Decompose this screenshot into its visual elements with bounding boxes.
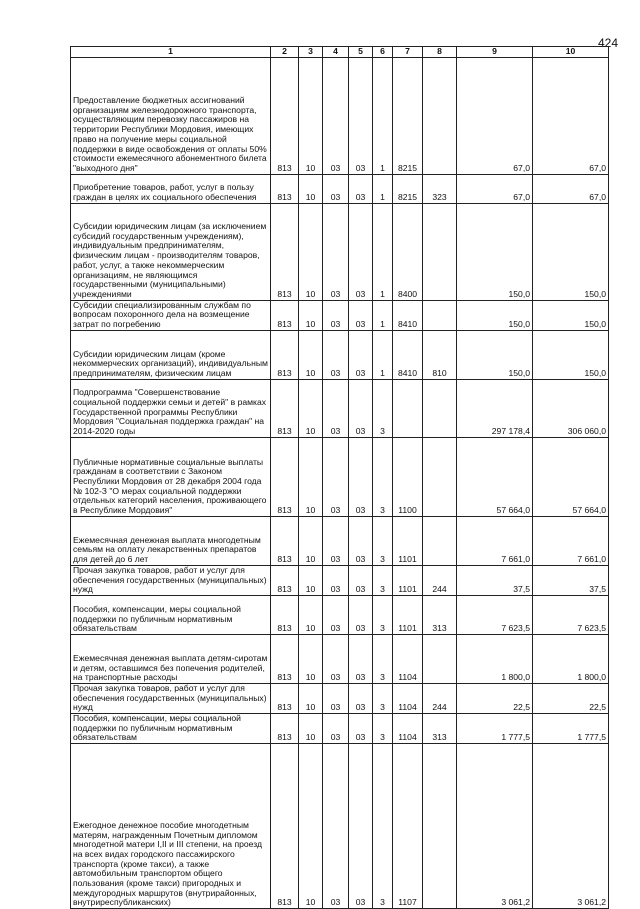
cell-code-2: 813 [271, 683, 299, 713]
cell-code-5: 03 [349, 595, 373, 634]
row-description: Пособия, компенсации, меры социальной поддержки по публичным нормативным обязательствам [71, 714, 271, 744]
cell-code-4: 03 [323, 174, 349, 203]
table-row [71, 437, 609, 516]
cell-code-3: 10 [299, 744, 323, 909]
cell-code-7: 1104 [393, 634, 423, 683]
cell-code-5: 03 [349, 744, 373, 909]
cell-code-5: 03 [349, 57, 373, 174]
cell-code-3: 10 [299, 437, 323, 516]
cell-code-8 [423, 437, 457, 516]
cell-code-4: 03 [323, 330, 349, 379]
cell-amount-9: 3 061,2 [457, 744, 533, 909]
row-description: Приобретение товаров, работ, услуг в пользу граждан в целях их социального обеспечения [71, 174, 271, 203]
cell-code-2: 813 [271, 437, 299, 516]
row-description: Прочая закупка товаров, работ и услуг для обеспечения государственных (муниципальных) нужд [71, 565, 271, 595]
column-header: 7 [393, 47, 423, 58]
cell-code-2: 813 [271, 57, 299, 174]
cell-code-4: 03 [323, 565, 349, 595]
cell-amount-10: 3 061,2 [533, 744, 609, 909]
cell-code-2: 813 [271, 595, 299, 634]
cell-code-8: 810 [423, 330, 457, 379]
row-description: Субсидии юридическим лицам (кроме некоммерческих организаций), индивидуальным предпринимателям, физическим лицам [71, 330, 271, 379]
cell-code-4: 03 [323, 437, 349, 516]
cell-amount-10: 150,0 [533, 330, 609, 379]
cell-code-5: 03 [349, 437, 373, 516]
row-description: Субсидии специализированным службам по вопросам похоронного дела на возмещение затрат по погребению [71, 300, 271, 330]
column-header: 9 [457, 47, 533, 58]
cell-code-3: 10 [299, 174, 323, 203]
cell-amount-10: 306 060,0 [533, 379, 609, 437]
cell-code-8 [423, 634, 457, 683]
cell-code-3: 10 [299, 203, 323, 300]
cell-code-6: 3 [373, 634, 393, 683]
cell-code-6: 3 [373, 516, 393, 565]
cell-code-7: 8215 [393, 57, 423, 174]
cell-code-2: 813 [271, 714, 299, 744]
cell-code-4: 03 [323, 203, 349, 300]
cell-code-2: 813 [271, 744, 299, 909]
cell-code-4: 03 [323, 714, 349, 744]
cell-amount-10: 1 777,5 [533, 714, 609, 744]
row-description: Предоставление бюджетных ассигнований организациям железнодорожного транспорта, осуществляющим перевозку пассажиров на территории Республики Мордовия, имеющих право на получение меры социальной поддержки в виде освобождения от оплаты 50% стоимости ежемесячного абонементного билета "выходного дня" [71, 57, 271, 174]
cell-code-5: 03 [349, 683, 373, 713]
cell-code-8 [423, 203, 457, 300]
cell-code-8 [423, 300, 457, 330]
cell-code-4: 03 [323, 595, 349, 634]
cell-code-5: 03 [349, 634, 373, 683]
cell-code-2: 813 [271, 634, 299, 683]
cell-amount-9: 22,5 [457, 683, 533, 713]
cell-code-6: 1 [373, 300, 393, 330]
table-row [71, 595, 609, 634]
cell-code-5: 03 [349, 174, 373, 203]
header-row [71, 47, 609, 58]
column-header: 1 [71, 47, 271, 58]
row-description: Ежемесячная денежная выплата многодетным семьям на оплату лекарственных препаратов для детей до 6 лет [71, 516, 271, 565]
cell-code-6: 1 [373, 57, 393, 174]
row-description: Прочая закупка товаров, работ и услуг для обеспечения государственных (муниципальных) нужд [71, 683, 271, 713]
cell-code-8: 244 [423, 683, 457, 713]
cell-code-7: 1100 [393, 437, 423, 516]
cell-amount-9: 297 178,4 [457, 379, 533, 437]
row-description: Ежегодное денежное пособие многодетным матерям, награжденным Почетным дипломом многодетной матери I,II и III степени, на проезд на всех видах городского пассажирского транспорта (кроме такси), а также автомобильным транспортом общего пользования (кроме такси) пригородных и междугородных маршрутов (внутрирайонных, внутриреспубликанских) [71, 744, 271, 909]
table-row [71, 516, 609, 565]
cell-code-5: 03 [349, 379, 373, 437]
table-row [71, 714, 609, 744]
cell-code-5: 03 [349, 203, 373, 300]
cell-code-7: 8410 [393, 330, 423, 379]
cell-amount-9: 7 661,0 [457, 516, 533, 565]
cell-code-5: 03 [349, 714, 373, 744]
table-body [71, 57, 609, 908]
cell-code-7: 1104 [393, 683, 423, 713]
cell-code-4: 03 [323, 634, 349, 683]
cell-code-6: 1 [373, 174, 393, 203]
cell-amount-9: 67,0 [457, 174, 533, 203]
cell-code-6: 3 [373, 437, 393, 516]
cell-code-2: 813 [271, 379, 299, 437]
row-description: Субсидии юридическим лицам (за исключением субсидий государственным учреждениям), индивидуальным предпринимателям, физическим лицам - производителям товаров, работ, услуг, а также некоммерческим организациям, не являющимся государственными (муниципальными) учреждениями [71, 203, 271, 300]
cell-code-8 [423, 516, 457, 565]
cell-code-2: 813 [271, 565, 299, 595]
table-row [71, 683, 609, 713]
cell-code-3: 10 [299, 714, 323, 744]
cell-code-8: 313 [423, 714, 457, 744]
cell-amount-10: 22,5 [533, 683, 609, 713]
column-header: 4 [323, 47, 349, 58]
cell-code-6: 3 [373, 379, 393, 437]
cell-amount-10: 57 664,0 [533, 437, 609, 516]
cell-code-3: 10 [299, 330, 323, 379]
cell-code-7: 8215 [393, 174, 423, 203]
column-header: 6 [373, 47, 393, 58]
cell-code-5: 03 [349, 300, 373, 330]
cell-code-5: 03 [349, 516, 373, 565]
row-description: Ежемесячная денежная выплата детям-сиротам и детям, оставшимся без попечения родителей, на транспортные расходы [71, 634, 271, 683]
cell-amount-10: 1 800,0 [533, 634, 609, 683]
cell-amount-10: 7 661,0 [533, 516, 609, 565]
cell-code-6: 3 [373, 683, 393, 713]
column-header: 5 [349, 47, 373, 58]
cell-code-2: 813 [271, 330, 299, 379]
cell-code-3: 10 [299, 300, 323, 330]
table-row [71, 330, 609, 379]
column-header: 8 [423, 47, 457, 58]
cell-code-8 [423, 57, 457, 174]
table-row [71, 203, 609, 300]
cell-amount-9: 150,0 [457, 300, 533, 330]
cell-code-5: 03 [349, 330, 373, 379]
cell-amount-9: 1 777,5 [457, 714, 533, 744]
cell-code-4: 03 [323, 57, 349, 174]
cell-code-3: 10 [299, 379, 323, 437]
row-description: Публичные нормативные социальные выплаты гражданам в соответствии с Законом Республики Мордовия от 28 декабря 2004 года № 102-З "О мерах социальной поддержки отдельных категорий населения, проживающего в Республике Мордовия" [71, 437, 271, 516]
cell-code-4: 03 [323, 683, 349, 713]
cell-code-8: 313 [423, 595, 457, 634]
budget-table [70, 46, 609, 909]
cell-amount-9: 1 800,0 [457, 634, 533, 683]
cell-amount-9: 67,0 [457, 57, 533, 174]
table-row [71, 379, 609, 437]
cell-code-2: 813 [271, 174, 299, 203]
table-row [71, 565, 609, 595]
cell-code-3: 10 [299, 565, 323, 595]
cell-amount-9: 150,0 [457, 330, 533, 379]
cell-amount-10: 37,5 [533, 565, 609, 595]
cell-code-6: 3 [373, 595, 393, 634]
cell-amount-9: 37,5 [457, 565, 533, 595]
cell-amount-10: 67,0 [533, 57, 609, 174]
cell-code-7: 1101 [393, 565, 423, 595]
cell-code-4: 03 [323, 516, 349, 565]
cell-code-4: 03 [323, 300, 349, 330]
cell-amount-9: 57 664,0 [457, 437, 533, 516]
cell-code-7: 1107 [393, 744, 423, 909]
cell-code-6: 1 [373, 203, 393, 300]
cell-code-8 [423, 379, 457, 437]
table-row [71, 744, 609, 909]
cell-amount-9: 7 623,5 [457, 595, 533, 634]
cell-code-3: 10 [299, 57, 323, 174]
cell-code-6: 3 [373, 565, 393, 595]
cell-code-7: 1101 [393, 595, 423, 634]
table-row [71, 57, 609, 174]
cell-code-4: 03 [323, 744, 349, 909]
cell-code-7: 1104 [393, 714, 423, 744]
page-number: 424 [597, 36, 618, 50]
row-description: Пособия, компенсации, меры социальной поддержки по публичным нормативным обязательствам [71, 595, 271, 634]
cell-code-8: 244 [423, 565, 457, 595]
cell-code-7: 8410 [393, 300, 423, 330]
cell-amount-10: 150,0 [533, 203, 609, 300]
row-description: Подпрограмма "Совершенствование социальной поддержки семьи и детей" в рамках Государственной программы Республики Мордовия "Социальная поддержка граждан" на 2014-2020 годы [71, 379, 271, 437]
cell-amount-9: 150,0 [457, 203, 533, 300]
cell-code-3: 10 [299, 516, 323, 565]
column-header: 2 [271, 47, 299, 58]
cell-code-3: 10 [299, 683, 323, 713]
cell-code-7: 1101 [393, 516, 423, 565]
cell-code-5: 03 [349, 565, 373, 595]
table-row [71, 300, 609, 330]
cell-code-6: 3 [373, 744, 393, 909]
cell-code-4: 03 [323, 379, 349, 437]
cell-amount-10: 150,0 [533, 300, 609, 330]
cell-code-3: 10 [299, 595, 323, 634]
column-header: 10 [533, 47, 609, 58]
table-row [71, 634, 609, 683]
cell-amount-10: 67,0 [533, 174, 609, 203]
cell-code-7 [393, 379, 423, 437]
cell-amount-10: 7 623,5 [533, 595, 609, 634]
column-header: 3 [299, 47, 323, 58]
cell-code-2: 813 [271, 516, 299, 565]
cell-code-6: 1 [373, 330, 393, 379]
cell-code-3: 10 [299, 634, 323, 683]
cell-code-6: 3 [373, 714, 393, 744]
cell-code-7: 8400 [393, 203, 423, 300]
cell-code-8 [423, 744, 457, 909]
cell-code-2: 813 [271, 203, 299, 300]
cell-code-8: 323 [423, 174, 457, 203]
table-row [71, 174, 609, 203]
cell-code-2: 813 [271, 300, 299, 330]
